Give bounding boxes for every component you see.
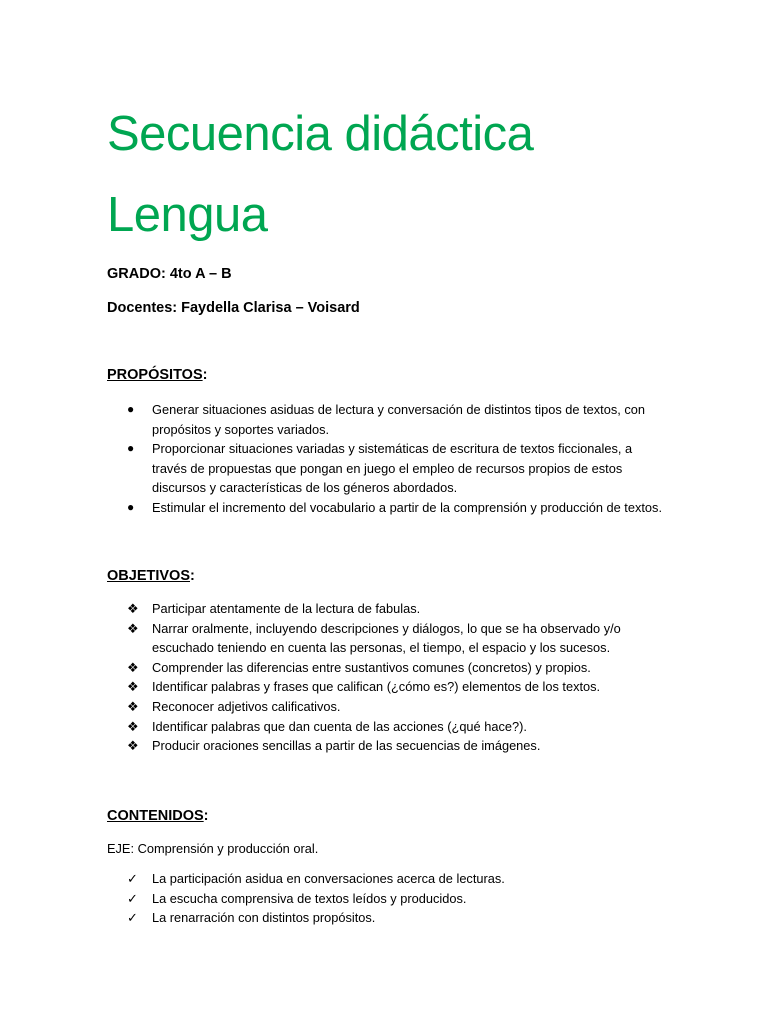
list-item-text: Comprender las diferencias entre sustantivos comunes (concretos) y propios. [152,659,591,675]
list-item-text: Narrar oralmente, incluyendo descripciones y diálogos, lo que se ha observado y/o escuchado teniendo en cuenta las personas, el tiempo, el espacio y los sucesos. [152,620,621,656]
diamond-flower-icon: ❖ [127,718,139,734]
grado-line: GRADO: 4to A – B [107,266,232,282]
list-item [127,908,667,928]
list-item [127,439,667,498]
checkmark-icon: ✓ [127,890,138,906]
list-item [127,697,667,717]
objetivos-heading-text: OBJETIVOS [107,568,190,584]
list-item-text: La participación asidua en conversaciones acerca de lecturas. [152,871,505,886]
bullet-dot-icon: ● [127,402,135,416]
objetivos-heading: OBJETIVOS: [107,568,195,584]
contenidos-heading: CONTENIDOS: [107,808,209,824]
diamond-flower-icon: ❖ [127,698,139,714]
contenidos-list [127,869,667,928]
diamond-flower-icon: ❖ [127,601,139,616]
list-item [127,717,667,737]
list-item-text: Estimular el incremento del vocabulario a partir de la comprensión y producción de textos. [152,499,663,515]
list-item-text: La renarración con distintos propósitos. [152,910,376,926]
list-item [127,736,667,756]
docentes-line: Docentes: Faydella Clarisa – Voisard [107,300,360,316]
bullet-dot-icon: ● [127,441,135,456]
objetivos-list [127,599,667,756]
list-item [127,889,667,909]
list-item [127,658,667,678]
list-item [127,869,667,889]
contenidos-heading-text: CONTENIDOS [107,808,204,824]
diamond-flower-icon: ❖ [127,738,139,754]
list-item-text: Producir oraciones sencillas a partir de las secuencias de imágenes. [152,738,541,754]
diamond-flower-icon: ❖ [127,659,139,675]
propositos-list [127,400,667,518]
checkmark-icon: ✓ [127,910,138,926]
list-item [127,677,667,697]
diamond-flower-icon: ❖ [127,620,139,636]
list-item-text: Reconocer adjetivos calificativos. [152,698,341,714]
propositos-heading: PROPÓSITOS: [107,367,208,383]
list-item-text: La escucha comprensiva de textos leídos y producidos. [152,890,467,906]
document-title-line-2: Lengua [107,188,268,242]
diamond-flower-icon: ❖ [127,679,139,695]
list-item-text: Generar situaciones asiduas de lectura y conversación de distintos tipos de textos, con propósitos y soportes variados. [152,402,645,437]
list-item [127,619,667,658]
list-item-text: Identificar palabras que dan cuenta de las acciones (¿qué hace?). [152,718,527,734]
list-item [127,599,667,619]
propositos-heading-text: PROPÓSITOS [107,367,203,383]
list-item-text: Identificar palabras y frases que califican (¿cómo es?) elementos de los textos. [152,679,601,695]
checkmark-icon: ✓ [127,871,138,886]
bullet-dot-icon: ● [127,499,135,514]
list-item-text: Participar atentamente de la lectura de fabulas. [152,601,421,616]
document-title-line-1: Secuencia didáctica [107,107,534,161]
list-item-text: Proporcionar situaciones variadas y sistemáticas de escritura de textos ficcionales, a través de propuestas que pongan en juego el empleo de recursos propios de estos discursos y características de los géneros abordados. [152,441,633,496]
list-item [127,498,667,518]
list-item [127,400,667,439]
eje-line: EJE: Comprensión y producción oral. [107,841,319,856]
